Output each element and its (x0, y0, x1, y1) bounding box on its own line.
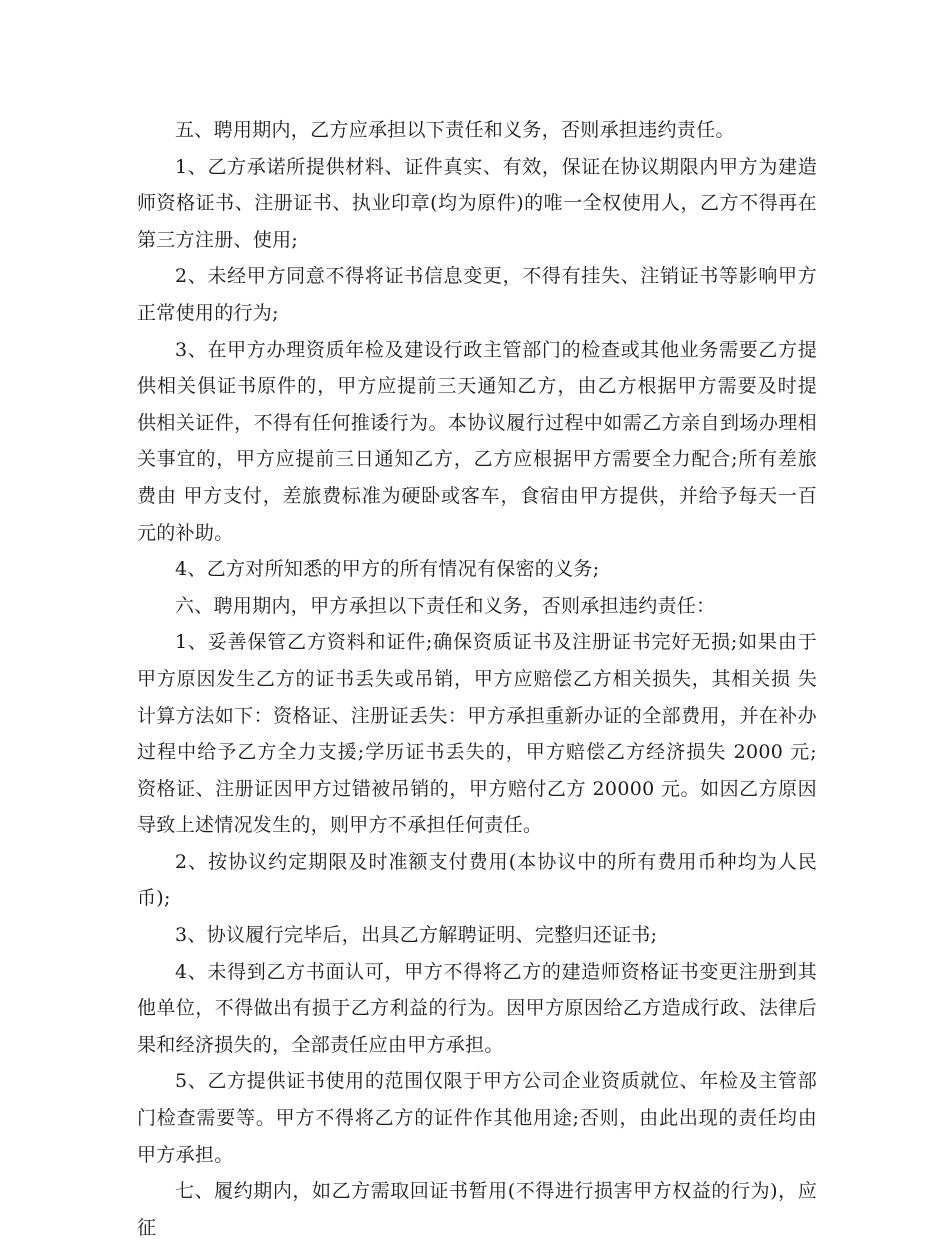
section-five-heading: 五、聘用期内，乙方应承担以下责任和义务，否则承担违约责任。 (175, 119, 735, 141)
document-body (137, 112, 817, 1246)
section-five-clause-2: 2、未经甲方同意不得将证书信息变更，不得有挂失、注销证书等影响甲方正常使用的行为; (137, 265, 817, 324)
section-five-clause-1: 1、乙方承诺所提供材料、证件真实、有效，保证在协议期限内甲方为建造师资格证书、注册证书、执业印章(均为原件)的唯一全权使用人，乙方不得再在第三方注册、使用; (137, 155, 817, 251)
section-six-clause-1: 1、妥善保管乙方资料和证件;确保资质证书及注册证书完好无损;如果由于甲方原因发生乙方的证书丢失或吊销，甲方应赔偿乙方相关损失，其相关损 失计算方法如下：资格证、注册证丢失：甲方承担重新办证的全部费用，并在补办过程中给予乙方全力支援;学历证书丢失的，甲方赔偿乙方经济损失 2000 元; 资格证、注册证因甲方过错被吊销的，甲方赔付乙方 20000 元。如因乙方原因导致上述情况发生的，则甲方不承担任何责任。 (137, 631, 817, 837)
section-seven-heading: 七、履约期内，如乙方需取回证书暂用(不得进行损害甲方权益的行为)，应征 (137, 1180, 817, 1239)
section-six-clause-2: 2、按协议约定期限及时准额支付费用(本协议中的所有费用币种均为人民币); (137, 850, 817, 910)
section-six-clause-4: 4、未得到乙方书面认可，甲方不得将乙方的建造师资格证书变更注册到其他单位，不得做出有损于乙方利益的行为。因甲方原因给乙方造成行政、法律后果和经济损失的，全部责任应由甲方承担。 (137, 960, 817, 1056)
section-six-heading: 六、聘用期内，甲方承担以下责任和义务，否则承担违约责任： (175, 594, 716, 617)
section-six-clause-3: 3、协议履行完毕后，出具乙方解聘证明、完整归还证书; (175, 924, 658, 947)
section-six-clause-5: 5、乙方提供证书使用的范围仅限于甲方公司企业资质就位、年检及主管部门检查需要等。甲方不得将乙方的证件作其他用途;否则，由此出现的责任均由甲方承担。 (137, 1070, 817, 1166)
section-five-clause-3: 3、在甲方办理资质年检及建设行政主管部门的检查或其他业务需要乙方提供相关俱证书原件的，甲方应提前三天通知乙方，由乙方根据甲方需要及时提 供相关证件，不得有任何推诿行为。本协议履行过程中如需乙方亲自到场办理相关事宜的，甲方应提前三日通知乙方，乙方应根据甲方需要全力配合;所有差旅费由 甲方支付，差旅费标准为硬卧或客车，食宿由甲方提供，并给予每天一百元的补助。 (137, 338, 817, 544)
section-five-clause-4: 4、乙方对所知悉的甲方的所有情况有保密的义务; (175, 558, 600, 581)
